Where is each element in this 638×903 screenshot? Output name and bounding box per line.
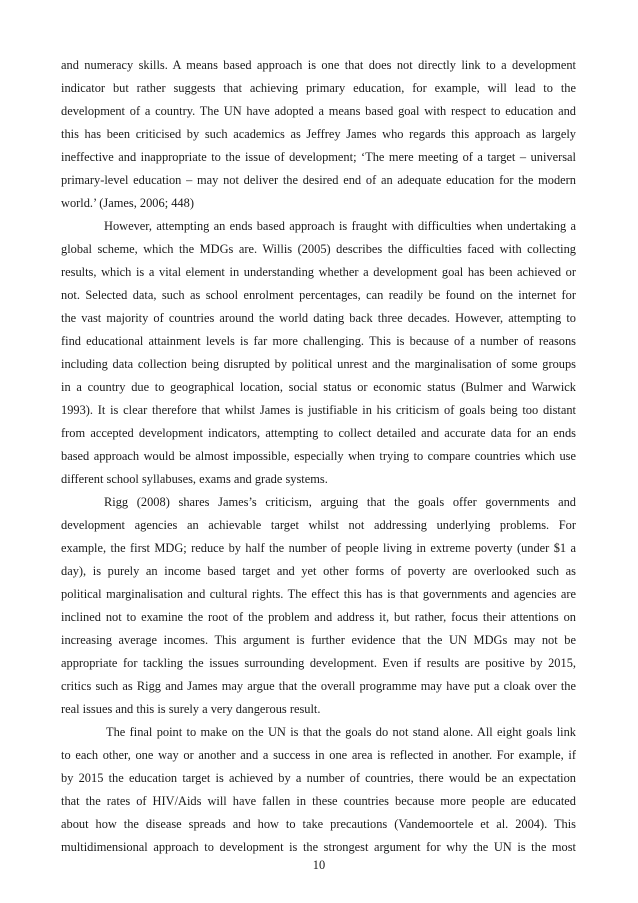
text-line: not. Selected data, such as school enrolment percentages, can readily be found on the internet for [61, 288, 576, 302]
text-line: increasing average incomes. This argument is further evidence that the UN MDGs may not be [61, 633, 576, 647]
text-line: multidimensional approach to development is the strongest argument for why the UN is the most [61, 840, 576, 854]
text-line: development of a country. The UN have adopted a means based goal with respect to education and [61, 104, 576, 118]
text-line: inclined not to examine the root of the problem and address it, but rather, focus their attentions on [61, 610, 576, 624]
text-line: by 2015 the education target is achieved by a number of countries, there would be an expectation [61, 771, 576, 785]
text-line: that the rates of HIV/Aids will have fallen in these countries because more people are educated [61, 794, 576, 808]
text-line: development agencies an achievable target whilst not addressing underlying problems. For [61, 518, 576, 532]
text-line: example, the first MDG; reduce by half the number of people living in extreme poverty (under $1 a [61, 541, 576, 555]
text-line: to each other, one way or another and a success in one area is reflected in another. For example, if [61, 748, 576, 762]
text-line: based approach would be almost impossible, especially when trying to compare countries which use [61, 449, 576, 463]
text-line: global scheme, which the MDGs are. Willis (2005) describes the difficulties faced with collecting [61, 242, 576, 256]
text-line: find educational attainment levels is far more challenging. This is because of a number of reasons [61, 334, 576, 348]
text-line: including data collection being disrupted by political unrest and the marginalisation of some groups [61, 357, 576, 371]
text-line: in a country due to geographical location, social status or economic status (Bulmer and Warwick [61, 380, 576, 394]
text-line: indicator but rather suggests that achieving primary education, for example, will lead to the [61, 81, 576, 95]
paragraph-first-line: However, attempting an ends based approach is fraught with difficulties when undertaking a [104, 219, 576, 233]
text-line: political marginalisation and cultural rights. The effect this has is that governments and agencies are [61, 587, 576, 601]
text-line: ineffective and inappropriate to the issue of development; ‘The mere meeting of a target – universal [61, 150, 576, 164]
text-line: world.’ (James, 2006; 448) [61, 196, 194, 210]
text-line: about how the disease spreads and how to take precautions (Vandemoortele et al. 2004). This [61, 817, 576, 831]
page-number: 10 [312, 858, 326, 872]
paragraph-first-line: The final point to make on the UN is that the goals do not stand alone. All eight goals link [106, 725, 576, 739]
text-line: real issues and this is surely a very dangerous result. [61, 702, 321, 716]
text-line: different school syllabuses, exams and grade systems. [61, 472, 328, 486]
text-line: day), is purely an income based target and yet other forms of poverty are overlooked such as [61, 564, 576, 578]
text-line: results, which is a vital element in understanding whether a development goal has been achieved or [61, 265, 576, 279]
text-line: critics such as Rigg and James may argue that the overall programme may have put a cloak over the [61, 679, 576, 693]
text-line: appropriate for tackling the issues surrounding development. Even if results are positive by 2015, [61, 656, 576, 670]
text-line: 1993). It is clear therefore that whilst James is justifiable in his criticism of goals being too distant [61, 403, 576, 417]
paragraph-first-line: Rigg (2008) shares James’s criticism, arguing that the goals offer governments and [104, 495, 576, 509]
text-line: the vast majority of countries around the world dating back three decades. However, attempting to [61, 311, 576, 325]
text-line: and numeracy skills. A means based approach is one that does not directly link to a development [61, 58, 576, 72]
text-line: from accepted development indicators, attempting to collect detailed and accurate data for an ends [61, 426, 576, 440]
text-line: this has been criticised by such academics as Jeffrey James who regards this approach as largely [61, 127, 576, 141]
text-line: primary-level education – may not deliver the desired end of an adequate education for the modern [61, 173, 576, 187]
